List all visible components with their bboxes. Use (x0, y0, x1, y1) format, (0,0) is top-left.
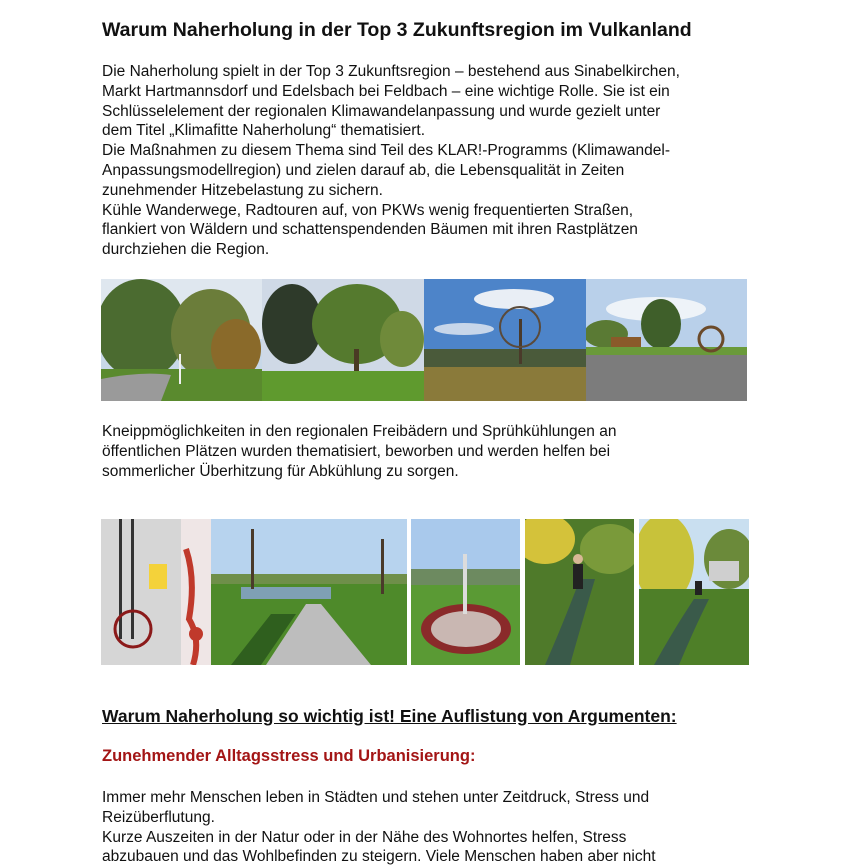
page-title: Warum Naherholung in der Top 3 Zukunftsregion im Vulkanland (102, 19, 692, 41)
photo-natural-pool-path (211, 519, 407, 665)
text-line: dem Titel „Klimafitte Naherholung“ thematisiert. (102, 122, 426, 140)
text-line: Kneippmöglichkeiten in den regionalen Freibädern und Sprühkühlungen an (102, 423, 617, 440)
kneipp-paragraph (102, 422, 616, 481)
photo-road-rest-area (586, 279, 747, 401)
text-line: Immer mehr Menschen leben in Städten und stehen unter Zeitdruck, Stress und (102, 789, 650, 806)
text-line: sommerlicher Überhitzung für Abkühlung zu sorgen. (102, 462, 459, 480)
text-line: abzubauen und das Wohlbefinden zu steigern. Viele Menschen haben aber nicht (102, 848, 656, 866)
text-line: Kurze Auszeiten in der Natur oder in der Nähe des Wohnortes helfen, Stress (102, 828, 627, 846)
text-line: zunehmender Hitzebelastung zu sichern. (102, 181, 383, 199)
photo-lone-tree-field (424, 279, 586, 401)
text-line: Markt Hartmannsdorf und Edelsbach bei Feldbach – eine wichtige Rolle. Sie ist ein (102, 82, 670, 100)
text-line: Kühle Wanderwege, Radtouren auf, von PKWs wenig frequentierten Straßen, (102, 201, 634, 219)
photo-kneipp-basin (411, 519, 520, 665)
text-line: durchziehen die Region. (102, 241, 270, 259)
text-line: Schlüsselelement der regionalen Klimawandelanpassung und wurde gezielt unter (102, 102, 661, 120)
text-line: Anpassungsmodellregion) und zielen darauf ab, die Lebensqualität in Zeiten (102, 161, 625, 179)
text-line: Reizüberflutung. (102, 808, 215, 826)
photo-meadow-trees (262, 279, 424, 401)
body-paragraph (102, 788, 656, 867)
photo-stream-person-2 (639, 519, 749, 665)
photo-country-road-trees (101, 279, 262, 401)
text-line: flankiert von Wäldern und schattenspendenden Bäumen mit ihren Rastplätzen (102, 221, 638, 239)
text-line: Die Maßnahmen zu diesem Thema sind Teil des KLAR!-Programms (Klimawandel- (102, 142, 670, 160)
intro-paragraph (102, 62, 680, 260)
photo-spray-cooling-wall (101, 519, 211, 665)
text-line: öffentlichen Plätzen wurden thematisiert, beworben und werden helfen bei (102, 442, 611, 460)
text-line: Die Naherholung spielt in der Top 3 Zukunftsregion – bestehend aus Sinabelkirchen, (102, 63, 680, 80)
photo-stream-person-1 (525, 519, 634, 665)
subheading: Zunehmender Alltagsstress und Urbanisierung: (102, 747, 476, 765)
section-heading: Warum Naherholung so wichtig ist! Eine Auflistung von Argumenten: (102, 706, 677, 726)
